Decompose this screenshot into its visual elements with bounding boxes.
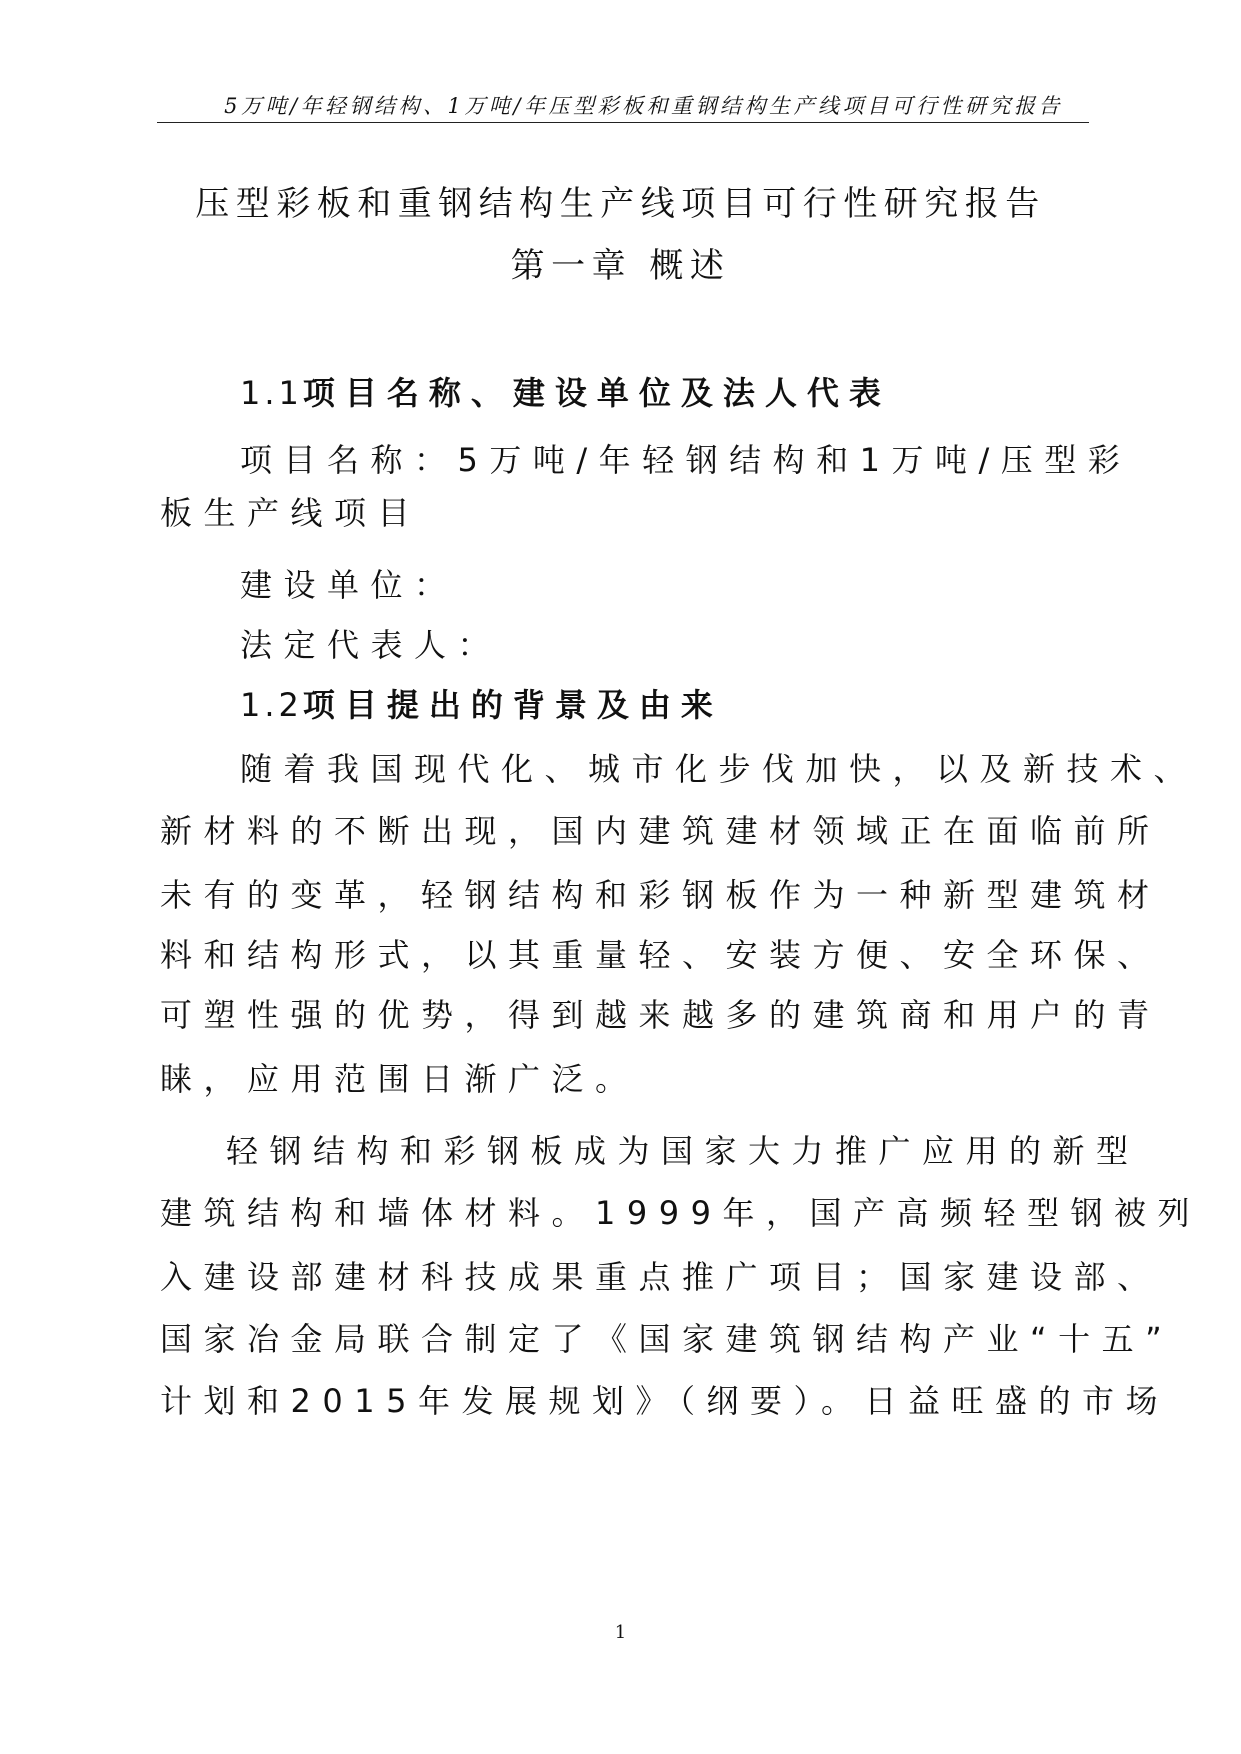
section-title: 项目提出的背景及由来	[302, 686, 723, 724]
running-header	[157, 88, 1089, 123]
paragraph-line: 随着我国现代化、城市化步伐加快，以及新技术、	[240, 750, 1198, 788]
page-number: 1	[614, 1622, 627, 1643]
project-name-line: 板生产线项目	[160, 494, 422, 532]
running-header-title: 5万吨/年轻钢结构、1万吨/年压型彩板和重钢结构生产线项目可行性研究报告	[224, 94, 1063, 118]
section-number: 1.2	[240, 686, 303, 724]
paragraph-line: 可塑性强的优势，得到越来越多的建筑商和用户的青	[160, 996, 1161, 1034]
legal-rep-line: 法定代表人：	[240, 626, 502, 664]
project-name-line: 项目名称：5万吨/年轻钢结构和1万吨/压型彩	[240, 441, 1132, 479]
paragraph-line: 料和结构形式，以其重量轻、安装方便、安全环保、	[160, 936, 1161, 974]
paragraph-line: 国家冶金局联合制定了《国家建筑钢结构产业“十五”	[160, 1320, 1174, 1358]
paragraph-line: 计划和2015年发展规划》（纲要）。日益旺盛的市场	[160, 1382, 1169, 1420]
paragraph-line: 建筑结构和墙体材料。1999年，国产高频轻型钢被列	[160, 1194, 1201, 1232]
section-heading-1-2	[240, 680, 723, 726]
document-title: 压型彩板和重钢结构生产线项目可行性研究报告	[195, 184, 1046, 224]
paragraph-line: 新材料的不断出现，国内建筑建材领域正在面临前所	[160, 812, 1161, 850]
section-number: 1.1	[240, 374, 303, 412]
section-heading-1-1	[240, 368, 891, 414]
paragraph-line: 睐，应用范围日渐广泛。	[160, 1060, 639, 1098]
paragraph-line: 入建设部建材科技成果重点推广项目；国家建设部、	[160, 1258, 1161, 1296]
paragraph-line: 未有的变革，轻钢结构和彩钢板作为一种新型建筑材	[160, 876, 1161, 914]
paragraph-line: 轻钢结构和彩钢板成为国家大力推广应用的新型	[226, 1132, 1140, 1170]
builder-line: 建设单位：	[240, 566, 458, 604]
chapter-title: 第一章 概述	[510, 246, 731, 286]
section-title: 项目名称、建设单位及法人代表	[302, 374, 891, 412]
